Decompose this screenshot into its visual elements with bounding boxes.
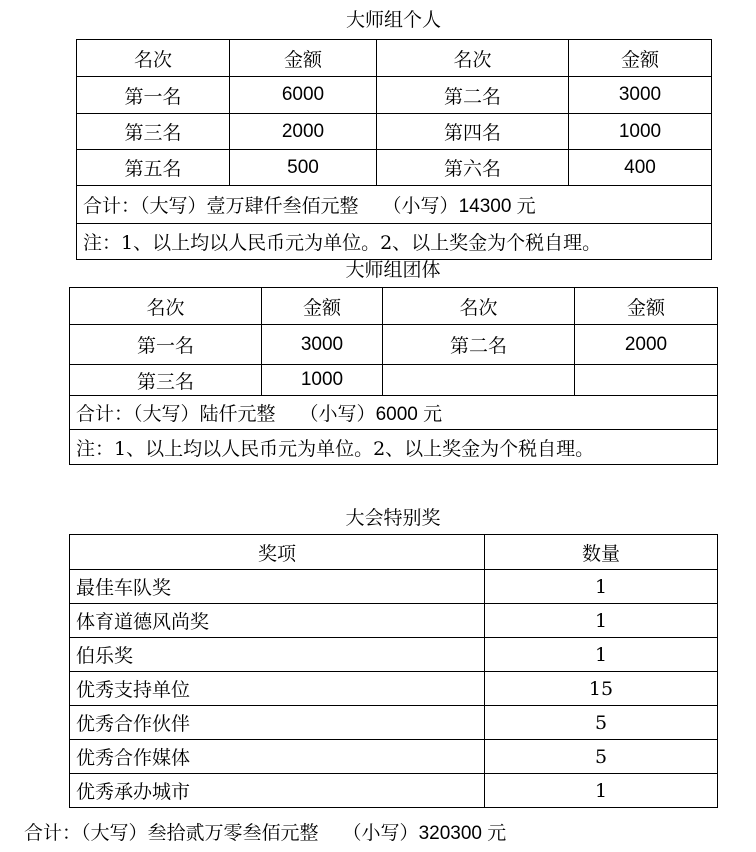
table-row	[77, 150, 712, 186]
table-row	[70, 365, 718, 396]
table-row	[70, 325, 718, 365]
table1-header-amount: 金额	[230, 40, 377, 77]
table-row	[77, 77, 712, 114]
table-row	[70, 672, 718, 706]
award-name-cell: 优秀合作伙伴	[70, 706, 485, 740]
rank-cell: 第一名	[70, 325, 262, 365]
table-row	[70, 740, 718, 774]
table3-header-award: 奖项	[70, 535, 485, 570]
table1-header-rank: 名次	[77, 40, 230, 77]
table2-title: 大师组团体	[345, 259, 441, 281]
table2-total-row	[70, 396, 718, 430]
amount-cell: 2000	[575, 325, 718, 365]
table1-note: 注：1、以上均以人民币元为单位。2、以上奖金为个税自理。	[77, 224, 712, 260]
table1-note-row	[77, 224, 712, 260]
amount-cell: 500	[230, 150, 377, 186]
total-upper-value: 陆仟元整	[199, 403, 276, 425]
table1-total-cell	[77, 186, 712, 224]
table1-header-amount: 金额	[569, 40, 712, 77]
amount-cell: 1000	[569, 114, 712, 150]
rank-cell: 第五名	[77, 150, 230, 186]
table1-header-rank: 名次	[377, 40, 569, 77]
table-row	[70, 774, 718, 808]
rank-cell: 第二名	[383, 325, 575, 365]
rank-cell: 第四名	[377, 114, 569, 150]
table1-title: 大师组个人	[345, 9, 441, 31]
award-quantity-cell: 5	[485, 740, 718, 774]
table3-title: 大会特别奖	[345, 507, 441, 529]
award-name-cell: 优秀合作媒体	[70, 740, 485, 774]
rank-cell: 第二名	[377, 77, 569, 114]
table-row	[70, 638, 718, 672]
table2-header-amount: 金额	[262, 288, 383, 325]
award-quantity-cell: 15	[485, 672, 718, 706]
total-lower-label: （小写）	[382, 195, 459, 217]
empty-cell	[383, 365, 575, 396]
amount-cell: 1000	[262, 365, 383, 396]
table1-total-row	[77, 186, 712, 224]
award-name-cell: 最佳车队奖	[70, 570, 485, 604]
table3-header-quantity: 数量	[485, 535, 718, 570]
grand-total-upper-value: 叁拾贰万零叁佰元整	[147, 822, 319, 844]
table-row	[70, 570, 718, 604]
total-upper-label: （大写）	[140, 195, 207, 217]
amount-cell: 400	[569, 150, 712, 186]
grand-total-lower-label: （小写）	[342, 822, 419, 844]
table1-header-row	[77, 40, 712, 77]
rank-cell: 第三名	[70, 365, 262, 396]
rank-cell: 第三名	[77, 114, 230, 150]
table2-note-row	[70, 430, 718, 465]
total-upper-label: （大写）	[133, 403, 200, 425]
amount-cell: 2000	[230, 114, 377, 150]
table2-header-amount: 金额	[575, 288, 718, 325]
award-quantity-cell: 1	[485, 604, 718, 638]
award-name-cell: 优秀承办城市	[70, 774, 485, 808]
rank-cell: 第一名	[77, 77, 230, 114]
grand-total-label: 合计：	[24, 822, 82, 844]
table2	[69, 287, 718, 465]
total-label: 合计：	[76, 403, 134, 425]
table1	[76, 39, 712, 260]
total-lower-label: （小写）	[299, 403, 376, 425]
grand-total-lower-value: 320300 元	[418, 823, 507, 844]
grand-total-upper-label: （大写）	[81, 822, 148, 844]
table-row	[77, 114, 712, 150]
amount-cell: 3000	[262, 325, 383, 365]
table-row	[70, 706, 718, 740]
table2-total-cell	[70, 396, 718, 430]
award-name-cell: 体育道德风尚奖	[70, 604, 485, 638]
total-label: 合计：	[83, 195, 141, 217]
amount-cell: 3000	[569, 77, 712, 114]
award-name-cell: 伯乐奖	[70, 638, 485, 672]
award-name-cell: 优秀支持单位	[70, 672, 485, 706]
table2-header-rank: 名次	[70, 288, 262, 325]
amount-cell: 6000	[230, 77, 377, 114]
award-quantity-cell: 1	[485, 638, 718, 672]
table2-header-row	[70, 288, 718, 325]
empty-cell	[575, 365, 718, 396]
award-quantity-cell: 1	[485, 570, 718, 604]
total-lower-value: 14300 元	[458, 196, 536, 217]
award-quantity-cell: 1	[485, 774, 718, 808]
total-upper-value: 壹万肆仟叁佰元整	[206, 195, 359, 217]
table2-note: 注：1、以上均以人民币元为单位。2、以上奖金为个税自理。	[70, 430, 718, 465]
table2-header-rank: 名次	[383, 288, 575, 325]
table-row	[70, 604, 718, 638]
award-quantity-cell: 5	[485, 706, 718, 740]
table3-header-row	[70, 535, 718, 570]
grand-total	[24, 818, 506, 845]
total-lower-value: 6000 元	[375, 404, 443, 425]
rank-cell: 第六名	[377, 150, 569, 186]
table3	[69, 534, 718, 808]
